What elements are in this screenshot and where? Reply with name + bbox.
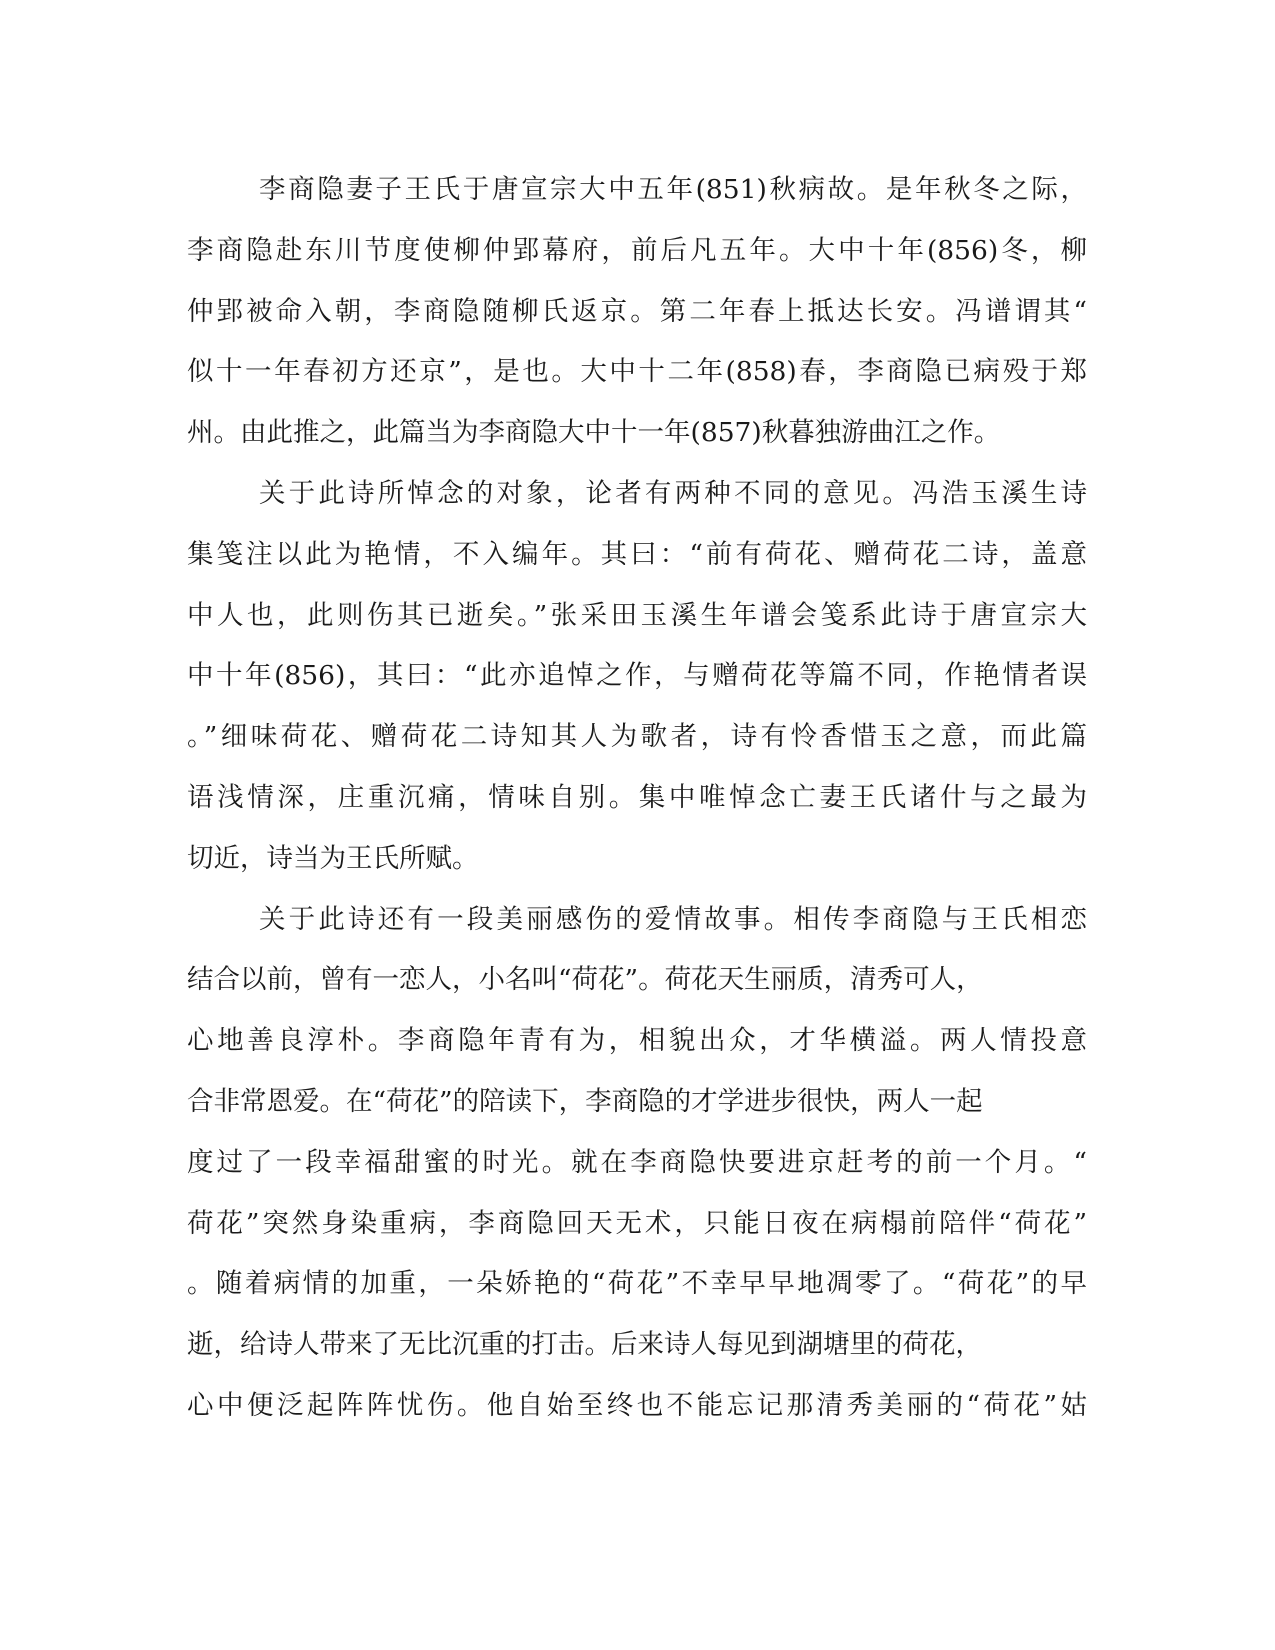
paragraph-1-line-5: 州。由此推之，此篇当为李商隐大中十一年(857)秋暮独游曲江之作。 (187, 417, 1001, 449)
paragraph-2-line-6: 语浅情深，庄重沉痛，情味自别。集中唯悼念亡妻王氏诸什与之最为 (187, 781, 1087, 813)
paragraph-1-line-3: 仲郢被命入朝，李商隐随柳氏返京。第二年春上抵达长安。冯谱谓其“ (187, 295, 1087, 327)
paragraph-1-line-4: 似十一年春初方还京”，是也。大中十二年(858)春，李商隐已病殁于郑 (187, 356, 1087, 388)
paragraph-3-line-9: 心中便泛起阵阵忧伤。他自始至终也不能忘记那清秀美丽的“荷花”姑 (187, 1389, 1087, 1421)
paragraph-3-line-8: 逝，给诗人带来了无比沉重的打击。后来诗人每见到湖塘里的荷花， (187, 1329, 982, 1361)
paragraph-2-line-1: 关于此诗所悼念的对象，论者有两种不同的意见。冯浩玉溪生诗 (259, 477, 1087, 509)
paragraph-3-line-6: 荷花”突然身染重病，李商隐回天无术，只能日夜在病榻前陪伴“荷花” (187, 1207, 1087, 1239)
paragraph-3-line-4: 合非常恩爱。在“荷花”的陪读下，李商隐的才学进步很快，两人一起 (187, 1085, 983, 1117)
paragraph-3-line-7: 。随着病情的加重，一朵娇艳的“荷花”不幸早早地凋零了。“荷花”的早 (187, 1268, 1087, 1300)
body-text (187, 160, 1087, 1437)
paragraph-3-line-1: 关于此诗还有一段美丽感伤的爱情故事。相传李商隐与王氏相恋 (259, 903, 1087, 935)
paragraph-2-line-3: 中人也，此则伤其已逝矣。”张采田玉溪生年谱会笺系此诗于唐宣宗大 (187, 599, 1087, 631)
paragraph-3-line-3: 心地善良淳朴。李商隐年青有为，相貌出众，才华横溢。两人情投意 (187, 1025, 1087, 1057)
paragraph-2-line-5: 。”细味荷花、赠荷花二诗知其人为歌者，诗有怜香惜玉之意，而此篇 (187, 721, 1087, 753)
paragraph-3-line-2: 结合以前，曾有一恋人，小名叫“荷花”。荷花天生丽质，清秀可人， (187, 964, 983, 996)
paragraph-1-line-1: 李商隐妻子王氏于唐宣宗大中五年(851)秋病故。是年秋冬之际， (259, 174, 1087, 205)
paragraph-1-line-2: 李商隐赴东川节度使柳仲郢幕府，前后凡五年。大中十年(856)冬，柳 (187, 234, 1087, 266)
paragraph-2-line-2: 集笺注以此为艳情，不入编年。其曰：“前有荷花、赠荷花二诗，盖意 (187, 538, 1087, 570)
paragraph-3-line-5: 度过了一段幸福甜蜜的时光。就在李商隐快要进京赶考的前一个月。“ (187, 1146, 1087, 1178)
paragraph-2-line-7: 切近，诗当为王氏所赋。 (187, 842, 479, 874)
paragraph-2-line-4: 中十年(856)，其曰：“此亦追悼之作，与赠荷花等篇不同，作艳情者误 (187, 660, 1087, 692)
